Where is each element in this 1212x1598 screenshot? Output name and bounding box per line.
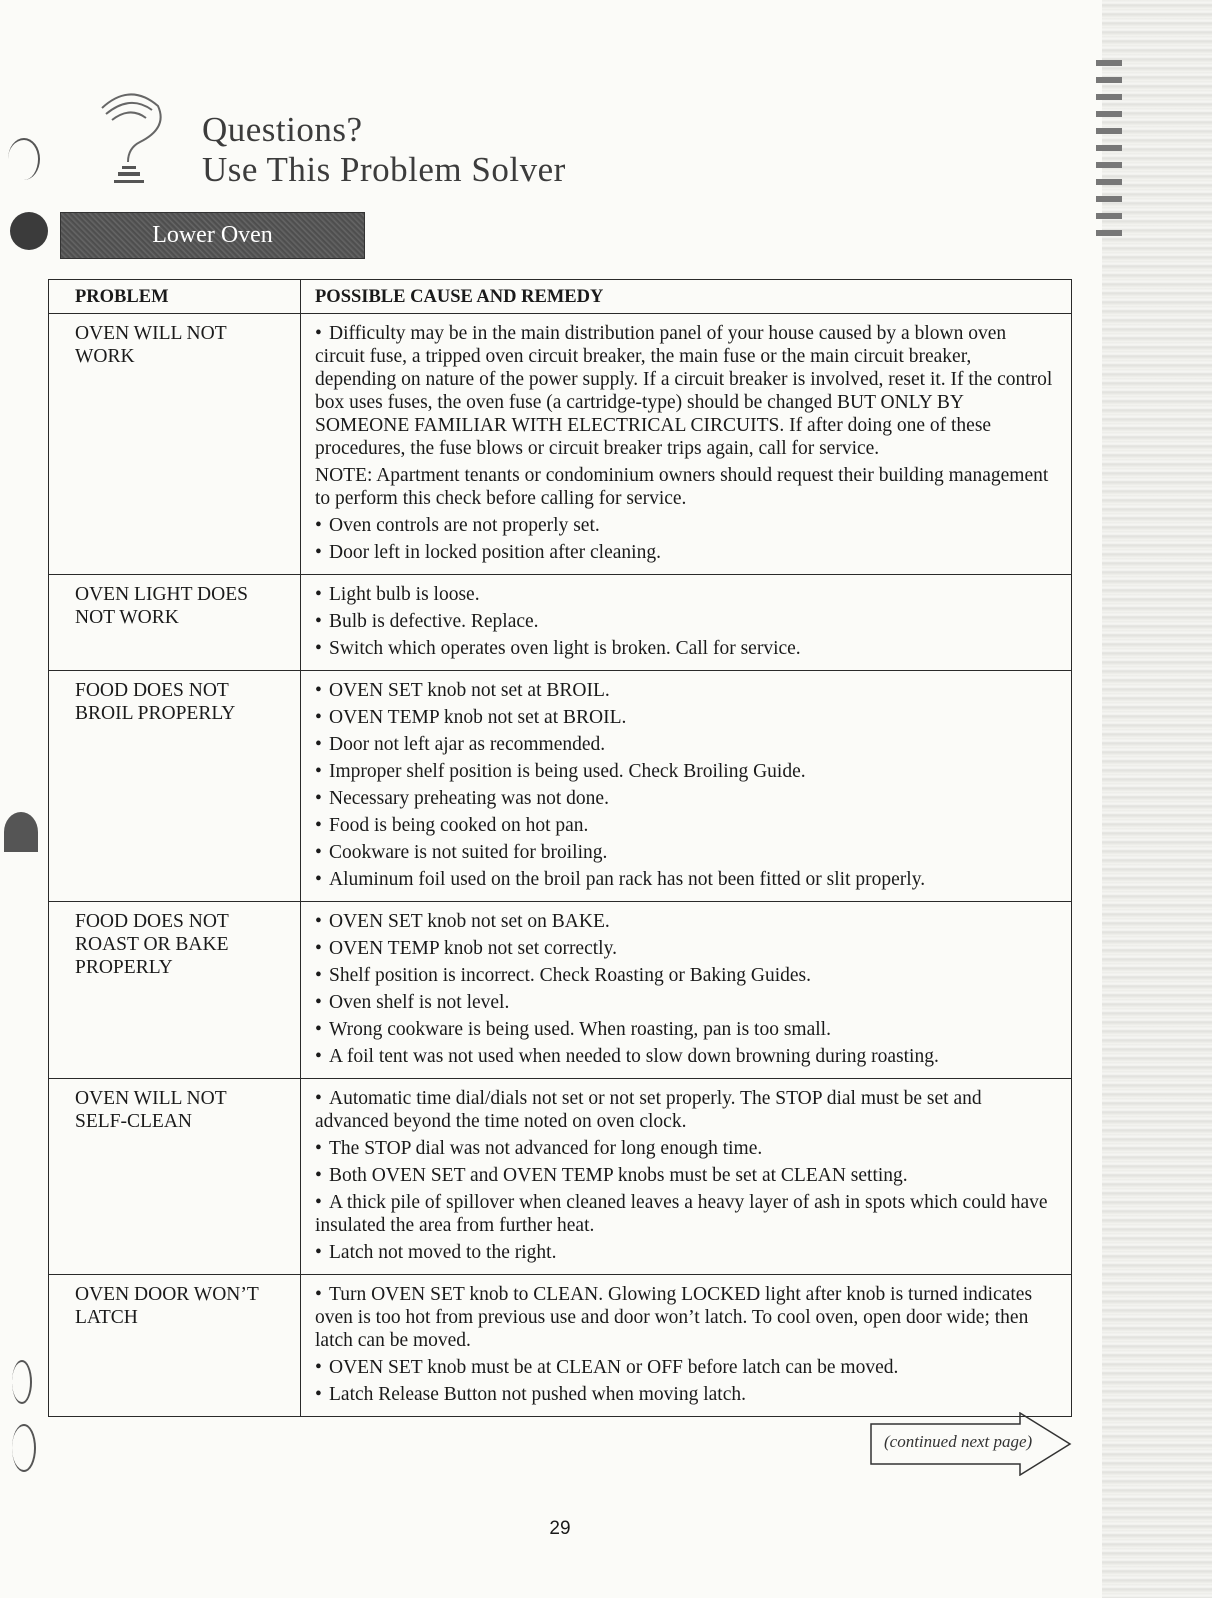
page-title xyxy=(202,110,566,190)
remedy-note: NOTE: Apartment tenants or condominium owners should request their building management to perform this check before calling for service. xyxy=(315,465,1049,509)
remedy-cell xyxy=(301,1275,1072,1417)
remedy-item: • Aluminum foil used on the broil pan rack has not been fitted or slit properly. xyxy=(315,868,1055,891)
remedy-item: • OVEN SET knob must be at CLEAN or OFF before latch can be moved. xyxy=(315,1356,1055,1379)
continued-next-page-arrow xyxy=(870,1412,1080,1476)
section-header xyxy=(60,212,365,259)
remedy-item: • Oven shelf is not level. xyxy=(315,991,1055,1014)
remedy-item: • OVEN SET knob not set on BAKE. xyxy=(315,910,1055,933)
table-row xyxy=(49,1079,1072,1275)
problem-text: PROPERLY xyxy=(75,957,173,978)
remedy-item: • Automatic time dial/dials not set or not set properly. The STOP dial must be set and advanced beyond the time noted on oven clock. xyxy=(315,1087,1055,1133)
problem-cell xyxy=(49,671,301,902)
problem-text: OVEN WILL NOT xyxy=(75,1088,227,1109)
problem-text: BROIL PROPERLY xyxy=(75,703,236,724)
problem-text: ROAST OR BAKE xyxy=(75,934,229,955)
problem-cell xyxy=(49,902,301,1079)
remedy-item: • Door left in locked position after cleaning. xyxy=(315,541,1055,564)
remedy-item: • Wrong cookware is being used. When roasting, pan is too small. xyxy=(315,1018,1055,1041)
left-bracket-mark xyxy=(8,138,40,180)
table-row xyxy=(49,314,1072,575)
column-header-cause-remedy: POSSIBLE CAUSE AND REMEDY xyxy=(301,280,1072,314)
table-row xyxy=(49,902,1072,1079)
remedy-item: • Cookware is not suited for broiling. xyxy=(315,841,1055,864)
table-row xyxy=(49,671,1072,902)
remedy-item: • Turn OVEN SET knob to CLEAN. Glowing LOCKED light after knob is turned indicates oven is too hot from previous use and door won’t latch. To cool oven, open door wide; then latch can be moved. xyxy=(315,1283,1055,1352)
remedy-item: • Both OVEN SET and OVEN TEMP knobs must be set at CLEAN setting. xyxy=(315,1164,1055,1187)
remedy-item: • A foil tent was not used when needed to slow down browning during roasting. xyxy=(315,1045,1055,1068)
remedy-cell xyxy=(301,575,1072,671)
question-mark-logo-icon xyxy=(82,88,178,192)
remedy-cell xyxy=(301,902,1072,1079)
scan-edge-marks xyxy=(1096,60,1126,247)
problem-text: FOOD DOES NOT xyxy=(75,911,229,932)
remedy-item: • A thick pile of spillover when cleaned leaves a heavy layer of ash in spots which could have insulated the area from further heat. xyxy=(315,1191,1055,1237)
left-bracket-mark xyxy=(12,1360,32,1404)
remedy-item: • Light bulb is loose. xyxy=(315,583,1055,606)
remedy-item: • Necessary preheating was not done. xyxy=(315,787,1055,810)
remedy-cell xyxy=(301,1079,1072,1275)
left-bracket-mark xyxy=(12,1424,36,1472)
page-number: 29 xyxy=(549,1518,571,1539)
remedy-item: • OVEN TEMP knob not set correctly. xyxy=(315,937,1055,960)
remedy-item: • Switch which operates oven light is broken. Call for service. xyxy=(315,637,1055,660)
continued-label: (continued next page) xyxy=(884,1432,1033,1451)
left-bracket-mark xyxy=(4,812,38,852)
remedy-item: • Door not left ajar as recommended. xyxy=(315,733,1055,756)
problem-text: OVEN WILL NOT xyxy=(75,323,227,344)
problem-text: OVEN LIGHT DOES xyxy=(75,584,248,605)
problem-cell xyxy=(49,1275,301,1417)
problem-cell xyxy=(49,1079,301,1275)
section-header-label: Lower Oven xyxy=(152,222,273,248)
problem-solver-table xyxy=(48,279,1072,1417)
problem-cell xyxy=(49,314,301,575)
remedy-item: • OVEN SET knob not set at BROIL. xyxy=(315,679,1055,702)
remedy-item: • Difficulty may be in the main distribution panel of your house caused by a blown oven circuit fuse, a tripped oven circuit breaker, the main fuse or the main circuit breaker, depending on nature of the power supply. If a circuit breaker is involved, reset it. If the control box uses fuses, the oven fuse (a cartridge-type) should be changed BUT ONLY BY SOMEONE FAMILIAR WITH ELECTRICAL CIRCUITS. If after doing one of these procedures, the fuse blows or circuit breaker trips again, call for service. xyxy=(315,322,1055,460)
remedy-item: • Bulb is defective. Replace. xyxy=(315,610,1055,633)
table-row xyxy=(49,1275,1072,1417)
remedy-item: • Latch not moved to the right. xyxy=(315,1241,1055,1264)
remedy-item: • OVEN TEMP knob not set at BROIL. xyxy=(315,706,1055,729)
page-title-line2: Use This Problem Solver xyxy=(202,150,566,189)
remedy-item: • Oven controls are not properly set. xyxy=(315,514,1055,537)
remedy-cell xyxy=(301,314,1072,575)
problem-text: SELF-CLEAN xyxy=(75,1111,192,1132)
remedy-item: • Improper shelf position is being used. Check Broiling Guide. xyxy=(315,760,1055,783)
problem-text: NOT WORK xyxy=(75,607,179,628)
problem-text: OVEN DOOR WON’T xyxy=(75,1284,259,1305)
remedy-cell xyxy=(301,671,1072,902)
remedy-item: • Food is being cooked on hot pan. xyxy=(315,814,1055,837)
problem-text: FOOD DOES NOT xyxy=(75,680,229,701)
remedy-item: • The STOP dial was not advanced for long enough time. xyxy=(315,1137,1055,1160)
page-title-line1: Questions? xyxy=(202,110,363,149)
remedy-item: • Latch Release Button not pushed when moving latch. xyxy=(315,1383,1055,1406)
problem-cell xyxy=(49,575,301,671)
table-header-row xyxy=(49,280,1072,314)
problem-text: LATCH xyxy=(75,1307,138,1328)
remedy-item: • Shelf position is incorrect. Check Roasting or Baking Guides. xyxy=(315,964,1055,987)
column-header-problem: PROBLEM xyxy=(49,280,301,314)
problem-text: WORK xyxy=(75,346,135,367)
table-row xyxy=(49,575,1072,671)
binder-hole-icon xyxy=(10,212,48,250)
